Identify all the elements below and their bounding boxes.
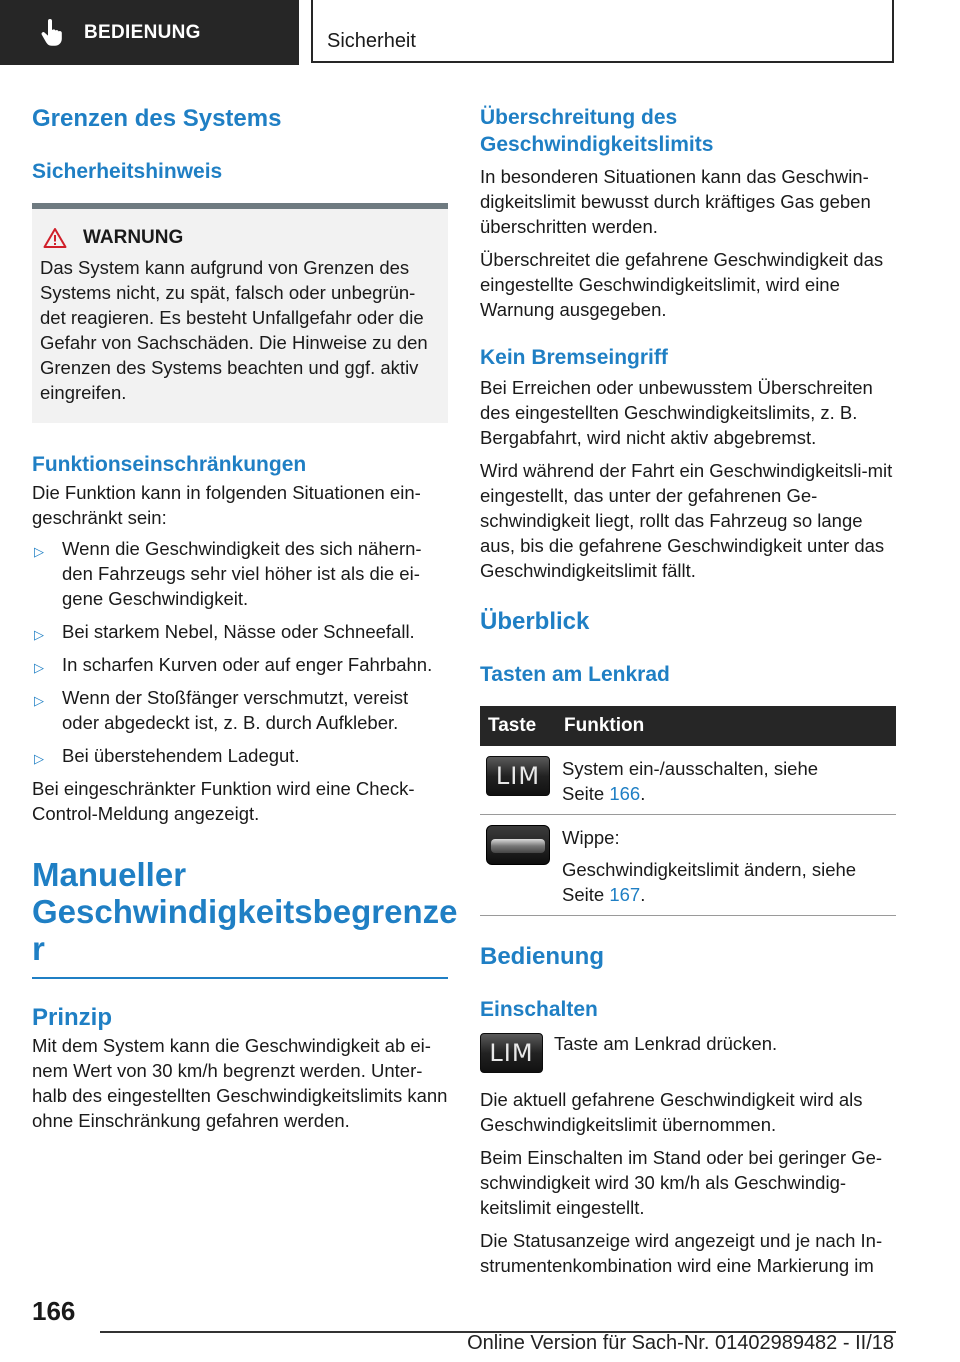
heading-tasten: Tasten am Lenkrad xyxy=(480,663,670,686)
kein-paragraph-1: Bei Erreichen oder unbewusstem Überschreiten des eingestellten Geschwindigkeitslimits, z. B. Bergabfahrt, wird nicht aktiv abgebremst. xyxy=(480,377,873,448)
heading-einschalten: Einschalten xyxy=(480,998,598,1021)
table-row: LIM System ein-/ausschalten, siehe Seite 166. xyxy=(480,746,896,815)
left-column xyxy=(32,100,458,1133)
bullet-triangle-icon: ▷ xyxy=(34,693,44,708)
section-tab[interactable] xyxy=(0,0,299,65)
right-column xyxy=(480,100,896,1278)
col-funktion: Funktion xyxy=(556,706,896,746)
lim-button-icon: LIM xyxy=(480,1033,543,1073)
table-row: Wippe: Geschwindigkeitslimit ändern, siehe Seite 167. xyxy=(480,815,896,916)
heading-grenzen: Grenzen des Systems xyxy=(32,105,282,132)
heading-ueberschreitung: Überschreitung des Geschwindigkeitslimits xyxy=(480,106,714,156)
heading-rule xyxy=(32,977,448,979)
page-link-166[interactable]: 166 xyxy=(609,783,641,804)
ein-paragraph-2: Beim Einschalten im Stand oder bei geringer Ge-schwindigkeit wird 30 km/h als Geschwindig-keitslimit eingestellt. xyxy=(480,1147,883,1218)
hand-pointer-icon xyxy=(40,19,64,47)
list-item: ▷ Wenn der Stoßfänger verschmutzt, vereist oder abgedeckt ist, z. B. durch Aufkleber. xyxy=(34,687,409,733)
topic-label: Sicherheit xyxy=(327,30,416,52)
warning-box xyxy=(32,203,448,423)
heading-bedienung: Bedienung xyxy=(480,943,604,970)
list-item: ▷ Bei starkem Nebel, Nässe oder Schneefall. xyxy=(32,619,448,644)
ein-paragraph-3: Die Statusanzeige wird angezeigt und je nach In-strumentenkombination wird eine Markierung im xyxy=(480,1230,883,1276)
heading-kein-bremseingriff: Kein Bremseingriff xyxy=(480,346,668,369)
col-taste: Taste xyxy=(480,706,556,746)
keys-table xyxy=(480,706,896,916)
heading-sicherheitshinweis: Sicherheitshinweis xyxy=(32,160,223,183)
heading-funktionseinschraenkungen: Funktionseinschränkungen xyxy=(32,453,307,476)
row2-line2: Geschwindigkeitslimit ändern, siehe xyxy=(562,859,857,880)
funktion-outro: Bei eingeschränkter Funktion wird eine Check-Control-Meldung angezeigt. xyxy=(32,778,415,824)
ein-paragraph-1: Die aktuell gefahrene Geschwindigkeit wird als Geschwindigkeitslimit übernommen. xyxy=(480,1089,863,1135)
footer-text: Online Version für Sach-Nr. 01402989482 - II/18 xyxy=(467,1332,894,1354)
heading-prinzip: Prinzip xyxy=(32,1004,113,1031)
funktion-intro: Die Funktion kann in folgenden Situationen ein-geschränkt sein: xyxy=(32,482,421,528)
list-item: ▷ Bei überstehendem Ladegut. xyxy=(32,743,448,768)
page-header xyxy=(0,0,960,66)
ueber-paragraph-2: Überschreitet die gefahrene Geschwindigkeit das eingestellte Geschwindigkeitslimit, wird eine Warnung ausgegeben. xyxy=(480,249,884,320)
warning-triangle-icon xyxy=(43,227,67,249)
heading-manueller xyxy=(32,856,458,967)
heading-ueberblick: Überblick xyxy=(480,608,590,635)
lim-button-icon: LIM xyxy=(486,756,550,796)
bullet-triangle-icon: ▷ xyxy=(34,751,44,766)
bullet-triangle-icon: ▷ xyxy=(34,544,44,559)
funktion-list xyxy=(32,536,448,768)
topic-tab xyxy=(311,0,894,63)
rocker-switch-icon xyxy=(486,825,550,865)
heading-manueller-line3: r xyxy=(32,930,45,967)
warning-text: Das System kann aufgrund von Grenzen des Systems nicht, zu spät, falsch oder unbegrün-det reagieren. Es besteht Unfallgefahr oder die Gefahr von Sachschäden. Die Hinweise zu den Grenzen des Systems beachten und ggf. aktiv eingreifen. xyxy=(40,257,428,403)
einschalten-key-row xyxy=(480,1033,896,1073)
list-item: ▷ In scharfen Kurven oder auf enger Fahrbahn. xyxy=(32,652,448,677)
list-item: ▷ Wenn die Geschwindigkeit des sich nähern-den Fahrzeugs sehr viel höher ist als die ei-gene Geschwindigkeit. xyxy=(34,538,422,609)
section-label: BEDIENUNG xyxy=(84,21,201,43)
page-link-167[interactable]: 167 xyxy=(609,884,641,905)
warning-title xyxy=(40,227,440,249)
ein-key-text: Taste am Lenkrad drücken. xyxy=(554,1033,778,1054)
table-header xyxy=(480,706,896,746)
warning-label: WARNUNG xyxy=(83,227,184,248)
row1-text: System ein-/ausschalten, siehe xyxy=(562,758,819,779)
heading-manueller-line2: Geschwindigkeitsbegrenze xyxy=(32,893,458,930)
ueber-paragraph-1: In besonderen Situationen kann das Geschwin-digkeitslimit bewusst durch kräftiges Gas geben überschritten werden. xyxy=(480,166,871,237)
page-number: 166 xyxy=(32,1296,76,1326)
bullet-triangle-icon: ▷ xyxy=(34,627,44,642)
row2-seite: Seite xyxy=(562,884,605,905)
bullet-triangle-icon: ▷ xyxy=(34,660,44,675)
row2-line1: Wippe: xyxy=(562,827,620,848)
row1-seite: Seite xyxy=(562,783,605,804)
prinzip-text: Mit dem System kann die Geschwindigkeit ab ei-nem Wert von 30 km/h begrenzt werden. Unter-halb des eingestellten Geschwindigkeitslimits kann ohne Einschränkung gefahren werden. xyxy=(32,1035,448,1131)
kein-paragraph-2: Wird während der Fahrt ein Geschwindigkeitsli-mit eingestellt, das unter der gefahrenen Ge-schwindigkeit liegt, rollt das Fahrzeug so lange aus, bis die gefahrene Geschwindigkeit unter das Geschwindigkeitslimit fällt. xyxy=(480,460,893,581)
heading-manueller-line1: Manueller xyxy=(32,856,187,893)
